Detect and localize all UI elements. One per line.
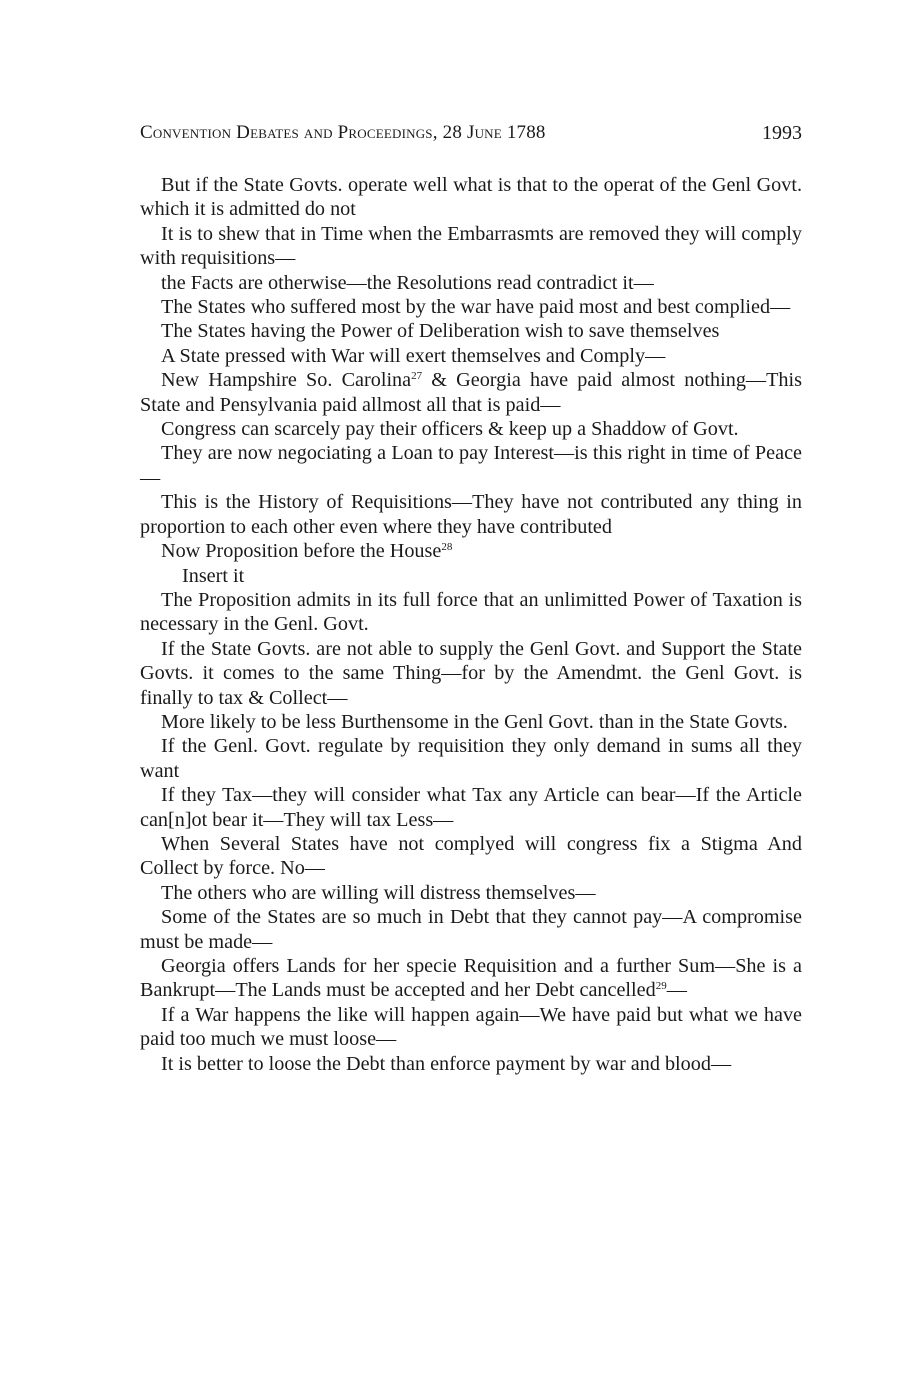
paragraph: If a War happens the like will happen again—We have paid but what we have paid too much we must loose— [140,1003,802,1051]
paragraph: If the State Govts. are not able to supply the Genl Govt. and Support the State Govts. it comes to the same Thing—for by the Amendmt. the Genl Govt. is finally to tax & Collect— [140,637,802,709]
paragraph-text: New Hampshire So. Carolina [161,369,412,392]
paragraph [140,539,802,563]
paragraph-text: — [666,979,687,1002]
paragraph: Congress can scarcely pay their officers & keep up a Shaddow of Govt. [161,418,739,441]
paragraph-text: & Georgia have paid almost nothing—This State and Pensylvania paid allmost all that is paid— [140,369,802,416]
paragraph-text: Georgia offers Lands for her specie Requisition and a further Sum—She is a Bankrupt—The Lands must be accepted and her Debt cancelled [140,955,802,1002]
insert-note: Insert it [182,564,245,587]
footnote-ref-28[interactable]: 28 [441,541,453,554]
running-head-text: Convention Debates and Proceedings, 28 June 1788 [140,122,546,143]
paragraph [140,368,802,417]
paragraph: If they Tax—they will consider what Tax any Article can bear—If the Article can[n]ot bear it—They will tax Less— [140,784,802,831]
page-header [140,122,802,156]
paragraph: But if the State Govts. operate well what is that to the operat of the Genl Govt. which it is admitted do not [140,174,802,221]
paragraph: They are now negociating a Loan to pay Interest—is this right in time of Peace— [140,442,802,489]
footnote-ref-29[interactable]: 29 [655,980,667,993]
paragraph: This is the History of Requisitions—They have not contributed any thing in proportion to each other even where they have contributed [140,491,802,538]
paragraph-text: Now Proposition before the House [161,540,442,563]
paragraph: A State pressed with War will exert themselves and Comply— [161,344,666,367]
paragraph: It is better to loose the Debt than enforce payment by war and blood— [161,1052,732,1075]
page-number: 1993 [762,122,802,144]
paragraph: More likely to be less Burthensome in the Genl Govt. than in the State Govts. [161,710,788,733]
paragraph: If the Genl. Govt. regulate by requisition they only demand in sums all they want [140,735,802,782]
paragraph: It is to shew that in Time when the Embarrasmts are removed they will comply with requisitions— [140,222,802,270]
paragraph: The Proposition admits in its full force that an unlimitted Power of Taxation is necessary in the Genl. Govt. [140,588,802,636]
paragraph [140,954,802,1003]
paragraph: The others who are willing will distress themselves— [161,881,596,904]
document-page [140,122,802,1076]
paragraph: When Several States have not complyed will congress fix a Stigma And Collect by force. No— [140,832,802,880]
paragraph: The States having the Power of Deliberation wish to save themselves [161,320,720,343]
paragraph: The States who suffered most by the war have paid most and best complied— [161,296,791,319]
document-body [140,173,802,1076]
running-head [140,122,546,144]
footnote-ref-27[interactable]: 27 [411,370,423,383]
paragraph: Some of the States are so much in Debt that they cannot pay—A compromise must be made— [140,906,802,953]
paragraph: the Facts are otherwise—the Resolutions read contradict it— [161,271,654,294]
